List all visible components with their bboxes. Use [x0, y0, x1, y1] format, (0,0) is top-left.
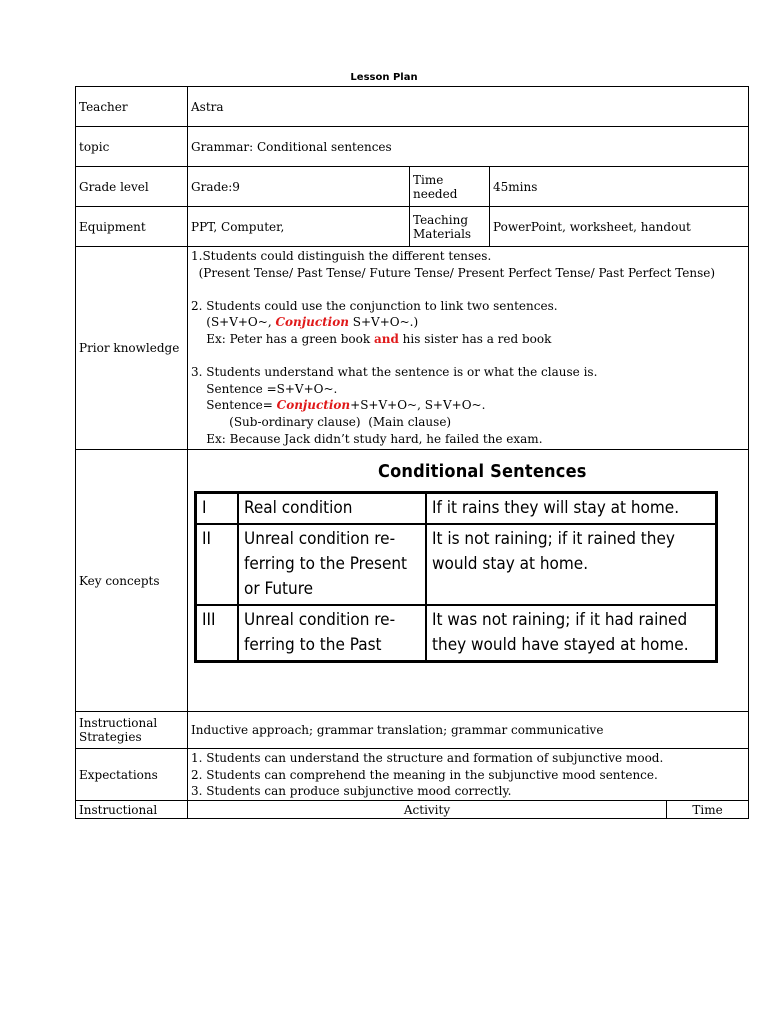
equipment-label: Equipment: [76, 207, 188, 247]
time-needed-label-2: needed: [413, 186, 458, 201]
conditional-type: Unreal condition re-ferring to the Present or Future: [238, 524, 426, 605]
prior-blank-line: [191, 348, 745, 365]
row-grade: [76, 167, 749, 207]
equipment-value: PPT, Computer,: [188, 207, 410, 247]
document-title: Lesson Plan: [350, 72, 418, 83]
row-key-concepts: [76, 450, 749, 712]
time-needed-label: [410, 167, 490, 207]
conditional-table: [194, 491, 718, 663]
conditional-example: It is not raining; if it rained they would stay at home.: [426, 524, 717, 605]
prior-line: 3. Students understand what the sentence is or what the clause is.: [191, 365, 598, 380]
row-teacher: [76, 87, 749, 127]
formula-text: +S+V+O~, S+V+O~.: [350, 398, 486, 413]
key-concepts-label: Key concepts: [76, 450, 188, 712]
row-footer-header: [76, 801, 749, 819]
prior-line: 2. Students could use the conjunction to link two sentences.: [191, 298, 558, 313]
prior-line: [191, 331, 745, 348]
time-needed-value: 45mins: [490, 167, 749, 207]
expectations-content: [188, 749, 749, 801]
strategies-label-1: Instructional: [79, 716, 158, 730]
example-text: Ex: Peter has a green book: [191, 331, 374, 346]
row-equipment: [76, 207, 749, 247]
activity-header: Activity: [188, 801, 667, 819]
conjunction-highlight: Conjuction: [275, 315, 349, 330]
conditional-row: [196, 605, 717, 662]
topic-value: Grammar: Conditional sentences: [188, 127, 749, 167]
strategies-label-2: Strategies: [79, 730, 142, 744]
prior-knowledge-content: [188, 247, 749, 450]
conditional-number: II: [196, 524, 239, 605]
expectations-label: Expectations: [76, 749, 188, 801]
time-header: Time: [667, 801, 749, 819]
prior-line: Ex: Because Jack didn’t study hard, he failed the exam.: [191, 431, 543, 446]
expectation-line: 2. Students can comprehend the meaning in the subjunctive mood sentence.: [191, 767, 658, 782]
prior-line: (Present Tense/ Past Tense/ Future Tense/ Present Perfect Tense/ Past Perfect Tense): [191, 265, 716, 280]
expectation-line: 3. Students can produce subjunctive mood correctly.: [191, 784, 512, 799]
teacher-value: Astra: [188, 87, 749, 127]
instructional-header: Instructional: [76, 801, 188, 819]
grade-value: Grade:9: [188, 167, 410, 207]
conditional-example: If it rains they will stay at home.: [426, 493, 717, 525]
formula-text: (S+V+O~,: [191, 315, 276, 330]
time-needed-label-1: Time: [413, 172, 444, 187]
teaching-materials-value: PowerPoint, worksheet, handout: [490, 207, 749, 247]
prior-blank-line: [191, 281, 745, 298]
row-instructional-strategies: [76, 712, 749, 749]
conditional-example: It was not raining; if it had rained they would have stayed at home.: [426, 605, 717, 662]
expectation-line: 1. Students can understand the structure and formation of subjunctive mood.: [191, 751, 664, 765]
formula-text: S+V+O~.): [348, 315, 419, 330]
example-text: his sister has a red book: [398, 331, 552, 346]
figure-title: Conditional Sentences: [378, 461, 587, 482]
conditional-number: I: [196, 493, 239, 525]
prior-line: [191, 314, 745, 331]
teacher-label: Teacher: [76, 87, 188, 127]
prior-line: Sentence =S+V+O~.: [191, 381, 338, 396]
teaching-materials-label: [410, 207, 490, 247]
row-prior-knowledge: [76, 247, 749, 450]
strategies-label: [76, 712, 188, 749]
topic-label: topic: [76, 127, 188, 167]
teaching-materials-label-2: Materials: [413, 226, 472, 241]
and-highlight: and: [373, 331, 399, 346]
conditional-sentences-figure: [188, 450, 749, 712]
conjunction-highlight: Conjuction: [276, 398, 351, 413]
conditional-row: [196, 524, 717, 605]
conditional-number: III: [196, 605, 239, 662]
prior-knowledge-label: Prior knowledge: [76, 247, 188, 450]
lesson-plan-table: [75, 86, 749, 819]
formula-text: Sentence=: [191, 398, 277, 413]
prior-line: (Sub-ordinary clause) (Main clause): [191, 414, 452, 429]
conditional-row: [196, 493, 717, 525]
teaching-materials-label-1: Teaching: [413, 212, 469, 227]
row-topic: [76, 127, 749, 167]
grade-label: Grade level: [76, 167, 188, 207]
conditional-type: Real condition: [238, 493, 426, 525]
conditional-type: Unreal condition re-ferring to the Past: [238, 605, 426, 662]
prior-line: [191, 397, 745, 414]
strategies-value: Inductive approach; grammar translation; grammar communicative: [188, 712, 749, 749]
row-expectations: [76, 749, 749, 801]
prior-line: 1.Students could distinguish the different tenses.: [191, 249, 492, 263]
